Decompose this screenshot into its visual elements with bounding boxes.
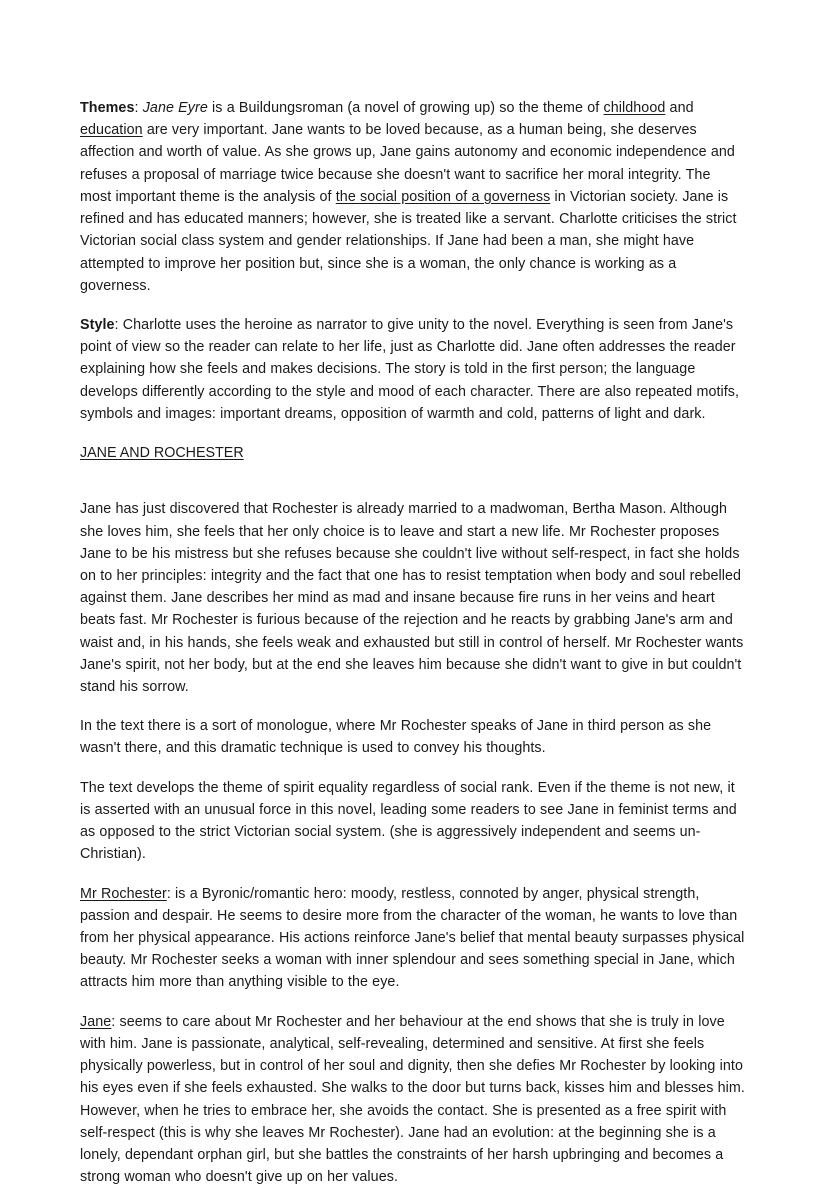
jane-lead-label: Jane	[80, 1013, 112, 1030]
mr-rochester-lead-label: Mr Rochester	[80, 885, 167, 902]
section-heading-jane-and-rochester: JANE AND ROCHESTER	[80, 445, 244, 462]
jane-body-text: seems to care about Mr Rochester and her behaviour at the end shows that she is truly in love with him. Jane is passionate, analytical, self-revealing, determined and sensitive. At first she feels physically powerless, but in control of her soul and dignity, then she defies Mr Rochester by looking into his eyes even if she feels exhausted. She walks to the door but turns back, kisses him and blesses him. However, when he tries to embrace her, she avoids the contact. She is presented as a free spirit with self-respect (this is why she leaves Mr Rochester). Jane had an evolution: at the beginning she is a lonely, dependant orphan girl, but she battles the constraints of her harsh upbringing and becomes a strong woman who doesn't give up on her values.	[80, 1013, 745, 1186]
paragraph-style	[80, 314, 745, 425]
mr-rochester-body-text: is a Byronic/romantic hero: moody, restless, connoted by anger, physical strength, passion and despair. He seems to desire more from the character of the woman, he wants to love than from her physical appearance. His actions reinforce Jane's belief that mental beauty surpasses physical beauty. Mr Rochester seeks a woman with inner splendour and sees something special in Jane, which attracts him more than anything visible to the eye.	[80, 885, 745, 991]
themes-segment-2: and	[665, 100, 694, 116]
themes-segment-1: is a Buildungsroman (a novel of growing up) so the theme of	[207, 100, 604, 116]
style-lead-label: Style	[80, 316, 115, 333]
themes-segment-4: in Victorian society. Jane is refined and has educated manners; however, she is treated like a servant. Charlotte criticises the strict Victorian social class system and gender relationships. If Jane had been a man, she might have attempted to improve her position but, since she is a woman, the only chance is working as a governess.	[80, 188, 737, 294]
novel-title-jane-eyre: Jane Eyre	[142, 100, 208, 116]
themes-segment-3: are very important. Jane wants to be loved because, as a human being, she deserves affection and worth of value. As she grows up, Jane gains autonomy and economic independence and refuses a proposal of marriage twice because she doesn't want to sacrifice her moral integrity. The most important theme is the analysis of	[80, 122, 735, 205]
keyword-education: education	[80, 122, 143, 139]
style-body-text: Charlotte uses the heroine as narrator to give unity to the novel. Everything is seen from Jane's point of view so the reader can relate to her life, just as Charlotte did. Jane often addresses the reader explaining how she feels and makes decisions. The story is told in the first person; the language develops differently according to the style and mood of each character. There are also repeated motifs, symbols and images: important dreams, opposition of warmth and cold, patterns of light and dark.	[80, 316, 740, 422]
document-body	[80, 97, 745, 1188]
keyword-childhood: childhood	[603, 100, 666, 116]
themes-lead-separator: :	[134, 100, 143, 116]
paragraph-themes	[80, 97, 745, 297]
paragraph-monologue: In the text there is a sort of monologue, where Mr Rochester speaks of Jane in third person as she wasn't there, and this dramatic technique is used to convey his thoughts.	[80, 718, 712, 757]
paragraph-spirit-equality: The text develops the theme of spirit equality regardless of social rank. Even if the theme is not new, it is asserted with an unusual force in this novel, leading some readers to see Jane in feminist terms and as opposed to the strict Victorian social system. (she is aggressively independent and seems un-Christian).	[80, 779, 737, 863]
section-heading-wrapper	[80, 442, 745, 481]
paragraph-mr-rochester	[80, 883, 745, 994]
keyword-social-position-of-a-governess: the social position of a governess	[335, 188, 551, 205]
style-lead-separator: :	[114, 316, 123, 333]
jane-lead-separator: :	[111, 1013, 120, 1030]
themes-lead-label: Themes	[80, 100, 135, 116]
mr-rochester-lead-separator: :	[166, 885, 176, 902]
paragraph-jane	[80, 1011, 745, 1188]
paragraph-discovery: Jane has just discovered that Rochester is already married to a madwoman, Bertha Mason. Although she loves him, she feels that her only choice is to leave and start a new life. Mr Rochester proposes Jane to be his mistress but she refuses because she couldn't live without self-respect, in fact she holds on to her principles: integrity and the fact that one has to resist temptation when body and soul rebelled against them. Jane describes her mind as mad and insane because fire runs in her veins and heart beats fast. Mr Rochester is furious because of the rejection and he reacts by grabbing Jane's arm and waist and, in his hands, she feels weak and exhausted but still in control of herself. Mr Rochester wants Jane's spirit, not her body, but at the end she leaves him because she didn't want to give in but couldn't stand his sorrow.	[80, 501, 744, 696]
